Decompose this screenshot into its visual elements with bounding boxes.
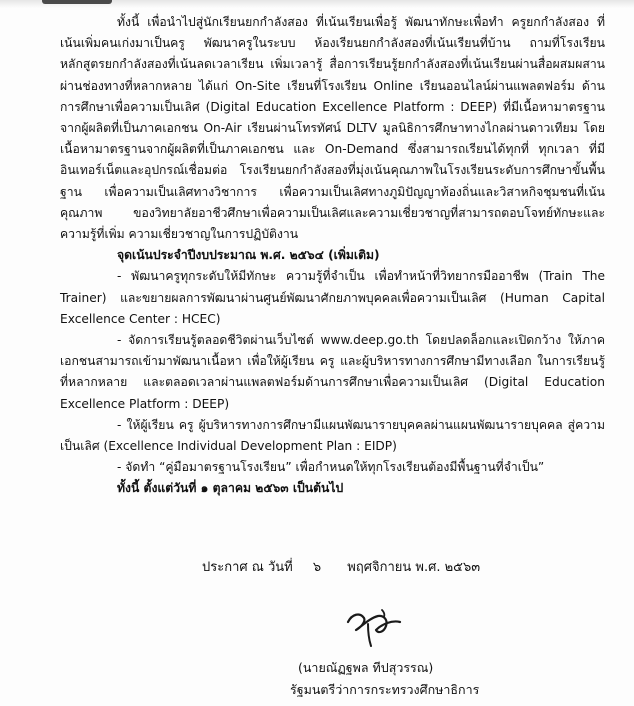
intro-paragraph: ทั้งนี้ เพื่อนำไปสู่นักเรียนยกกำลังสอง ที่เน้นเรียนเพื่อรู้ พัฒนาทักษะเพื่อทำ ครูยกกำลังสอง ที่เน้นเพิ่มคนเก่งมาเป็นครู พัฒนาครูในระบบ ห้องเรียนยกกำลังสองที่เน้นเรียนที่บ้าน ถามที่โรงเรียน หลักสูตรยกกำลังสองที่เน้นลดเวลาเรียน เพิ่มเวลารู้ สื่อการเรียนรู้ยกกำลังสองที่เน้นเรียนผ่านสื่อผสมผสาน ผ่านช่องทางที่หลากหลาย ได้แก่ On-Site เรียนที่โรงเรียน Online เรียนออนไลน์ผ่านแพลตฟอร์ม ด้านการศึกษาเพื่อความเป็นเลิศ (Digital Education Excellence Platform : DEEP) ที่มีเนื้อหามาตรฐาน จากผู้ผลิตที่เป็นภาคเอกชน On-Air เรียนผ่านโทรทัศน์ DLTV มูลนิธิการศึกษาทางไกลผ่านดาวเทียม โดยเนื้อหามาตรฐานจากผู้ผลิตที่เป็นภาคเอกชน และ On-Demand ซึ่งสามารถเรียนได้ทุกที่ ทุกเวลา ที่มีอินเทอร์เน็ตและอุปกรณ์เชื่อมต่อ โรงเรียนยกกำลังสองที่มุ่งเน้นคุณภาพในโรงเรียนระดับการศึกษาขั้นพื้นฐาน เพื่อความเป็นเลิศทางวิชาการ เพื่อความเป็นเลิศทางภูมิปัญญาท้องถิ่นและวิสาหกิจชุมชนที่เน้นคุณภาพ ของวิทยาลัยอาชีวศึกษาเพื่อความเป็นเลิศและความเชี่ยวชาญที่สามารถตอบโจทย์ทักษะและความรู้ที่เพิ่ม ความเชี่ยวชาญในการปฏิบัติงาน: [60, 15, 605, 242]
announce-day: ๖: [312, 560, 322, 575]
document-body: [60, 12, 605, 500]
ink-mark: [42, 0, 112, 4]
bullet-item: - พัฒนาครูทุกระดับให้มีทักษะ ความรู้ที่จำเป็น เพื่อทำหน้าที่วิทยากรมืออาชีพ (Train The Trainer) และขยายผลการพัฒนาผ่านศูนย์พัฒนาศักยภาพบุคคลเพื่อความเป็นเลิศ (Human Capital Excellence Center : HCEC): [60, 269, 605, 326]
signer-name: (นายณัฏฐพล ทีปสุวรรณ): [298, 660, 434, 675]
announce-month-year: พฤศจิกายน พ.ศ. ๒๕๖๓: [347, 560, 481, 575]
announcement-date: [202, 556, 480, 577]
section-heading: จุดเน้นประจำปีงบประมาณ พ.ศ. ๒๕๖๔ (เพิ่มเติม): [117, 248, 380, 263]
bullet-item: - จัดทำ “คู่มือมาตรฐานโรงเรียน” เพื่อกำหนดให้ทุกโรงเรียนต้องมีพื้นฐานที่จำเป็น”: [117, 460, 545, 475]
announce-prefix: ประกาศ ณ วันที่: [202, 560, 293, 575]
signer-title: รัฐมนตรีว่าการกระทรวงศึกษาธิการ: [290, 682, 480, 697]
bullet-item: - จัดการเรียนรู้ตลอดชีวิตผ่านเว็บไซต์ www.deep.go.th โดยปลดล็อกและเปิดกว้าง ให้ภาคเอกชนสามารถเข้ามาพัฒนาเนื้อหา เพื่อให้ผู้เรียน ครู และผู้บริหารทางการศึกษามีทางเลือก ในการเรียนรู้ที่หลากหลาย และตลอดเวลาผ่านแพลตฟอร์มด้านการศึกษาเพื่อความเป็นเลิศ (Digital Education Excellence Platform : DEEP): [60, 333, 605, 411]
effective-date-line: ทั้งนี้ ตั้งแต่วันที่ ๑ ตุลาคม ๒๕๖๓ เป็นต้นไป: [117, 481, 344, 496]
bullet-item: - ให้ผู้เรียน ครู ผู้บริหารทางการศึกษามีแผนพัฒนารายบุคคลผ่านแผนพัฒนารายบุคคล สู่ความเป็นเลิศ (Excellence Individual Development Plan : EIDP): [60, 417, 605, 454]
handwritten-signature: [338, 600, 408, 650]
